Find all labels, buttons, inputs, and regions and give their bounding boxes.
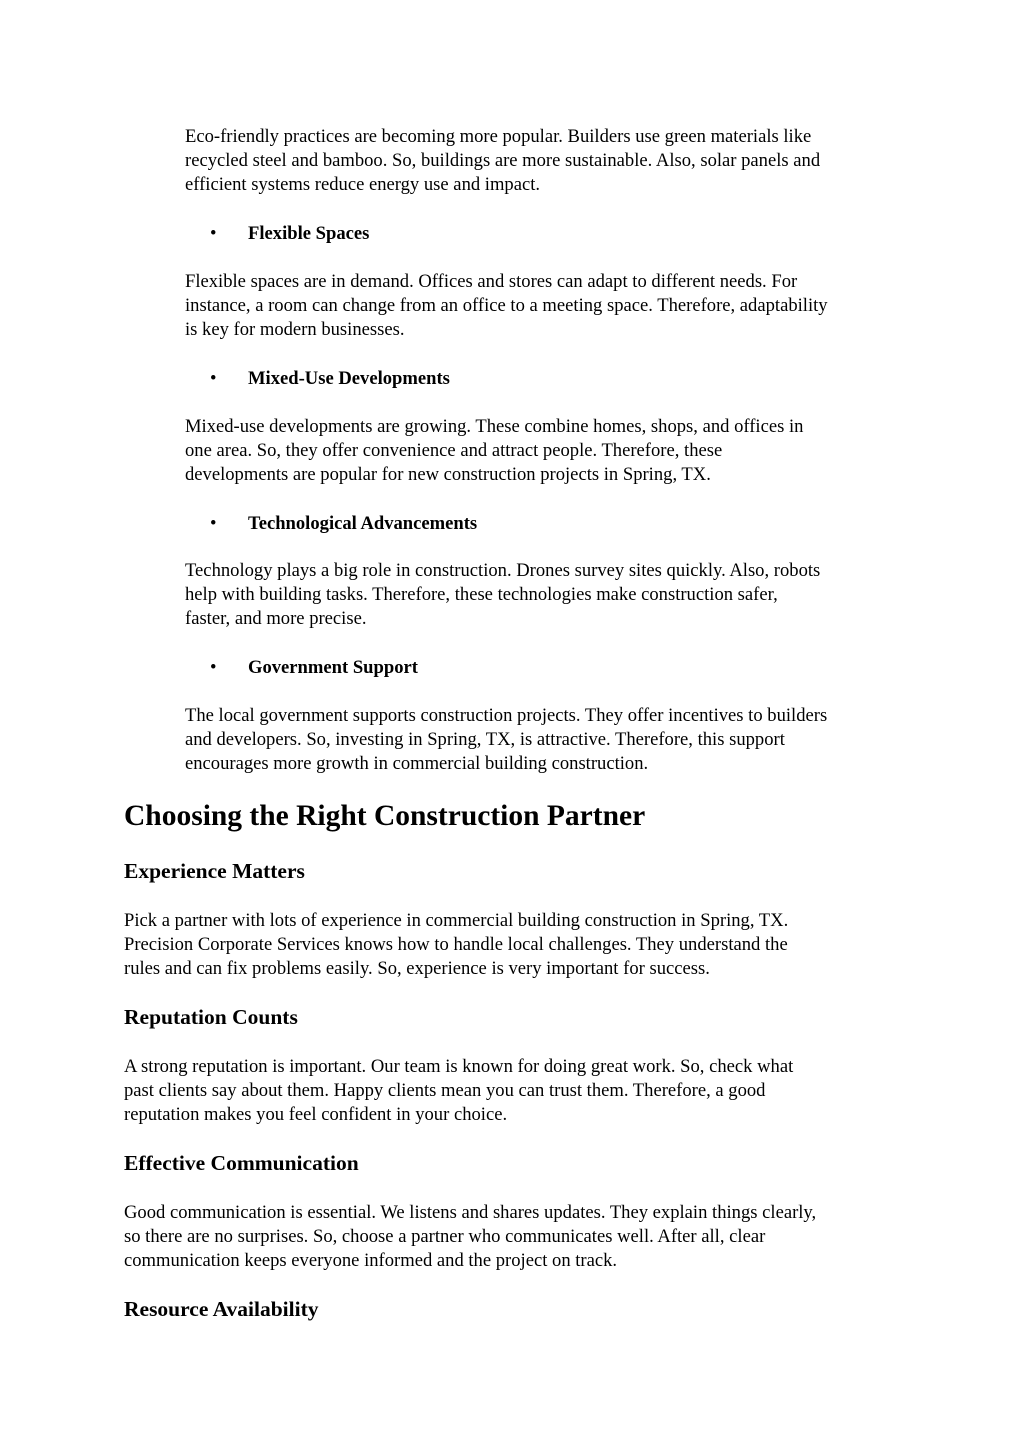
flexible-spaces-paragraph: Flexible spaces are in demand. Offices and stores can adapt to different needs. For instance, a room can change from an office to a meeting space. Therefore, adaptability is key for modern businesses. (185, 271, 828, 340)
subheading-reputation: Reputation Counts (124, 1005, 298, 1029)
eco-friendly-paragraph: Eco-friendly practices are becoming more popular. Builders use green materials like recycled steel and bamboo. So, buildings are more sustainable. Also, solar panels and efficient systems reduce energy use and impact. (185, 126, 821, 195)
mixed-use-paragraph: Mixed-use developments are growing. These combine homes, shops, and offices in one area. So, they offer convenience and attract people. Therefore, these developments are popular for new construction projects in Spring, TX. (185, 416, 804, 485)
communication-paragraph: Good communication is essential. We listens and shares updates. They explain things clearly, so there are no surprises. So, choose a partner who communicates well. After all, clear communication keeps everyone informed and the project on track. (124, 1202, 817, 1271)
bullet-title: Government Support (248, 657, 418, 678)
subheading-communication: Effective Communication (124, 1151, 359, 1175)
bullet-dot: • (210, 223, 217, 244)
bullet-dot: • (210, 513, 217, 534)
section-heading: Choosing the Right Construction Partner (124, 800, 646, 832)
subheading-resources: Resource Availability (124, 1297, 319, 1321)
bullet-title: Mixed-Use Developments (248, 368, 450, 389)
subheading-experience: Experience Matters (124, 859, 305, 883)
bullet-dot: • (210, 368, 217, 389)
bullet-title: Technological Advancements (248, 513, 478, 534)
experience-paragraph: Pick a partner with lots of experience in commercial building construction in Spring, TX. Precision Corporate Services knows how to handle local challenges. They understand the rules and can fix problems easily. So, experience is very important for success. (124, 910, 789, 979)
government-paragraph: The local government supports construction projects. They offer incentives to builders and developers. So, investing in Spring, TX, is attractive. Therefore, this support encourages more growth in commercial building construction. (185, 705, 828, 774)
reputation-paragraph: A strong reputation is important. Our team is known for doing great work. So, check what past clients say about them. Happy clients mean you can trust them. Therefore, a good reputation makes you feel confident in your choice. (124, 1056, 794, 1125)
bullet-dot: • (210, 657, 217, 678)
bullet-title: Flexible Spaces (248, 223, 370, 244)
technology-paragraph: Technology plays a big role in construction. Drones survey sites quickly. Also, robots help with building tasks. Therefore, these technologies make construction safer, faster, and more precise. (185, 560, 821, 629)
